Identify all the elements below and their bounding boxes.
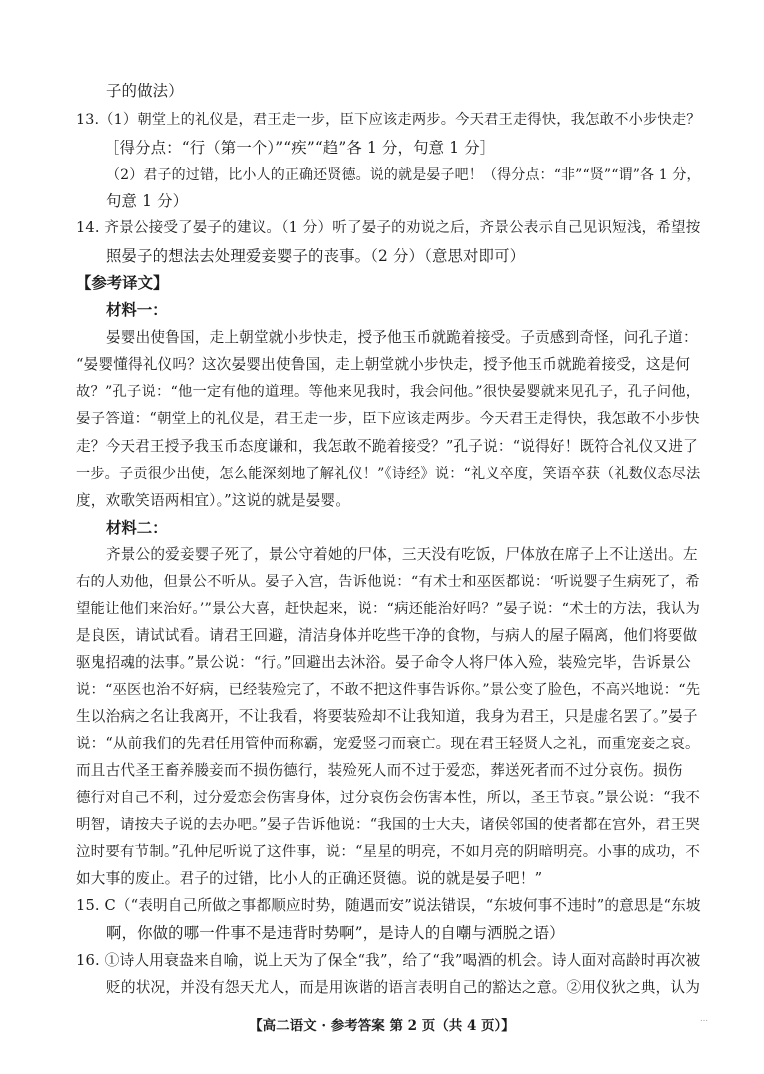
translation-line: 驱鬼招魂的法事。”景公说：“行。”回避出去沐浴。晏子命令人将尸体入殓，装殓完毕，告诉景公 [76, 654, 691, 671]
translation-line: 是良医，请试试看。请君王回避，清洁身体并吃些干净的食物，与病人的屋子隔离，他们将要做 [76, 627, 698, 644]
section-heading: 【参考译文】 [76, 274, 169, 292]
translation-line: 故？”孔子说：“他一定有他的道理。等他来见我时，我会问他。”很快晏婴就来见孔子，孔子问他， [76, 384, 701, 400]
answer-14: 14. 齐景公接受了晏子的建议。（1 分）听了晏子的劝说之后，齐景公表示自己见识短浅，希望按 [76, 219, 701, 236]
material-heading: 材料二： [106, 519, 168, 537]
text-line: 贬的状况，并没有怨天尤人，而是用诙谐的语言表明自己的豁达之意。②用仪狄之典，认为 [106, 979, 701, 996]
translation-line: 度，欢歌笑语两相宜）。”这说的就是晏婴。 [76, 492, 351, 509]
translation-line: 而且古代圣王畜养媵妾而不损伤德行，装殓死人而不过于爱恋，葬送死者而不过分哀伤。损伤 [76, 762, 683, 779]
footer-mark: … [700, 1014, 708, 1023]
page-footer: 【高二语文 · 参考答案 第 2 页（共 4 页）】 [249, 1018, 515, 1034]
translation-line: 说：“从前我们的先君任用管仲而称霸，宠爱竖刁而衰亡。现在君王轻贤人之礼，而重宠妾之哀。 [76, 736, 700, 752]
answer-13-2: （2）君子的过错，比小人的正确还贤德。说的就是晏子吧！（得分点：“非”“贤”“谓”各 1 分， [106, 167, 701, 183]
scoring-note: ［得分点：“行（第一个）”“疾”“趋”各 1 分，句意 1 分］ [104, 139, 496, 157]
text-line: 句意 1 分） [106, 192, 189, 210]
text-line: 子的做法） [106, 82, 184, 100]
translation-line: 右的人劝他，但景公不听从。晏子入宫，告诉他说：“有术士和巫医都说：‘听说婴子生病死了，希 [76, 574, 700, 590]
translation-line: 晏子答道：“朝堂上的礼仪是，君王走一步，臣下应该走两步。今天君王走得快，我怎敢不小步快 [76, 411, 700, 427]
translation-line: 齐景公的爱妾婴子死了，景公守着她的尸体，三天没有吃饭，尸体放在席子上不让送出。左 [106, 546, 698, 563]
translation-line: 走？今天君王授予我玉币态度谦和，我怎敢不跪着接受？”孔子说：“说得好！既符合礼仪又进了 [76, 438, 698, 455]
answer-16: 16. ①诗人用衰盎来自喻，说上天为了保全“我”，给了“我”喝酒的机会。诗人面对高龄时再次被 [76, 952, 701, 969]
translation-line: 望能让他们来治好。’”景公大喜，赶快起来，说：“病还能治好吗？”晏子说：“术士的方法，我认为 [76, 601, 701, 617]
answer-13-1: 13.（1）朝堂上的礼仪是，君王走一步，臣下应该走两步。今天君王走得快，我怎敢不小步快走？ [76, 112, 701, 128]
text-line: 照晏子的想法去处理爱妾婴子的丧事。（2 分）（意思对即可） [106, 247, 526, 265]
translation-line: 说：“巫医也治不好病，已经装殓完了，不敢不把这件事告诉你。”景公变了脸色，不高兴地说：“先 [76, 682, 701, 698]
translation-line: 泣时要有节制。”孔仲尼听说了这件事，说：“星星的明亮，不如月亮的阴暗明亮。小事的成功，不 [76, 844, 701, 860]
translation-line: 一步。子贡很少出使，怎么能深刻地了解礼仪！”《诗经》说：“礼义卒度，笑语卒获（礼数仪态尽法 [76, 466, 701, 482]
translation-line: 如大事的废止。君子的过错，比小人的正确还贤德。说的就是晏子吧！” [76, 870, 543, 887]
translation-line: “晏婴懂得礼仪吗？这次晏婴出使鲁国，走上朝堂就小步快走，授予他玉币就跪着接受，这是何 [76, 356, 691, 373]
translation-line: 明智，请按夫子说的去办吧。”晏子告诉他说：“我国的士大夫，诸侯邻国的使者都在宫外，君王哭 [76, 817, 701, 833]
text-line: 啊，你做的哪一件事不是违背时势啊”，是诗人的自嘲与洒脱之语） [106, 924, 565, 942]
answer-15: 15. C（“表明自己所做之事都顺应时势，随遇而安”说法错误，“东坡何事不违时”的意思是“东坡 [76, 897, 701, 914]
translation-line: 生以治病之名让我离开，不让我看，将要装殓却不让我知道，我身为君王，只是虚名罢了。”晏子 [76, 708, 698, 725]
translation-line: 晏婴出使鲁国，走上朝堂就小步快走，授予他玉币就跪着接受。子贡感到奇怪，问孔子道： [106, 329, 698, 346]
translation-line: 德行对自己不利，过分爱恋会伤害身体，过分哀伤会伤害本性，所以，圣王节哀。”景公说：“我不 [76, 790, 701, 806]
material-heading: 材料一： [106, 301, 168, 319]
